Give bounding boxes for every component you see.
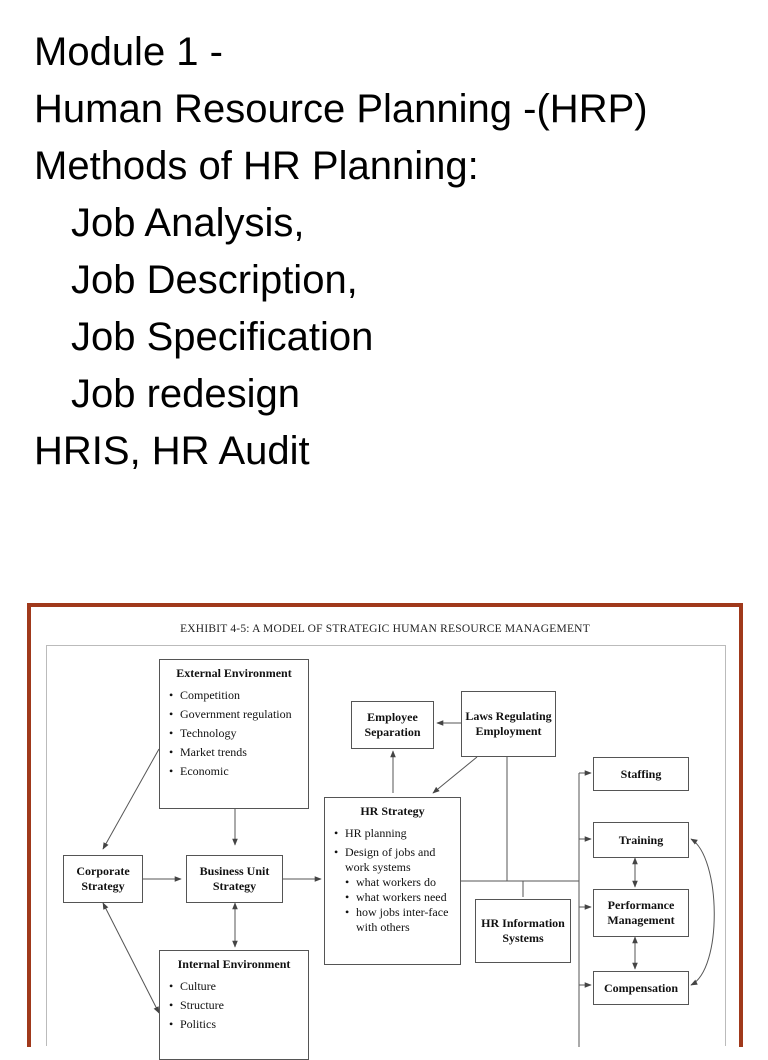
slide-heading <box>34 24 648 480</box>
heading-line-job-specification: Job Specification <box>71 315 374 359</box>
internal-item: • Culture <box>169 979 299 994</box>
external-item: • Market trends <box>169 745 299 760</box>
internal-environment-title: Internal Environment <box>177 957 291 971</box>
external-environment-box <box>159 659 309 809</box>
performance-management-label: Performance Management <box>607 898 675 927</box>
arrow-corporate-internal <box>103 903 159 1013</box>
heading-line-job-description: Job Description, <box>71 258 358 302</box>
hr-strategy-subitem: • what workers do <box>334 875 451 890</box>
corporate-strategy-box <box>63 855 143 903</box>
laws-regulating-employment-box <box>461 691 556 757</box>
external-environment-title: External Environment <box>176 666 292 680</box>
external-item: • Government regulation <box>169 707 299 722</box>
business-unit-strategy-label: Business Unit Strategy <box>199 864 270 893</box>
heading-line-methods: Methods of HR Planning: <box>34 144 479 188</box>
arrow-training-compensation-curve <box>691 839 714 985</box>
performance-management-box <box>593 889 689 937</box>
exhibit-frame <box>27 603 743 1047</box>
hr-information-systems-label: HR Information Systems <box>481 916 565 945</box>
corporate-strategy-label: Corporate Strategy <box>76 864 130 893</box>
arrow-laws-to-hrstrategy <box>433 757 477 793</box>
training-label: Training <box>618 832 664 847</box>
heading-line-module: Module 1 - <box>34 30 223 74</box>
external-item: • Competition <box>169 688 299 703</box>
internal-item: • Structure <box>169 998 299 1013</box>
internal-environment-box <box>159 950 309 1060</box>
heading-line-hrp: Human Resource Planning -(HRP) <box>34 87 648 131</box>
hr-strategy-item: • Design of jobs and work systems <box>334 845 451 875</box>
hr-strategy-item: • HR planning <box>334 826 451 841</box>
hr-strategy-subitem: • how jobs inter-face with others <box>334 905 451 935</box>
external-item: • Economic <box>169 764 299 779</box>
heading-line-job-analysis: Job Analysis, <box>71 201 305 245</box>
hr-information-systems-box <box>475 899 571 963</box>
hr-strategy-subitem: • what workers need <box>334 890 451 905</box>
employee-separation-label: Employee Separation <box>364 710 421 739</box>
heading-line-hris: HRIS, HR Audit <box>34 429 310 473</box>
staffing-label: Staffing <box>620 766 662 781</box>
internal-item: • Politics <box>169 1017 299 1032</box>
hr-strategy-box <box>324 797 461 965</box>
business-unit-strategy-box <box>186 855 283 903</box>
heading-line-job-redesign: Job redesign <box>71 372 301 416</box>
employee-separation-box <box>351 701 434 749</box>
arrow-external-to-corporate <box>103 749 159 849</box>
exhibit-title: EXHIBIT 4-5: A MODEL OF STRATEGIC HUMAN RESOURCE MANAGEMENT <box>180 623 590 635</box>
external-item: • Technology <box>169 726 299 741</box>
staffing-box <box>593 757 689 791</box>
compensation-label: Compensation <box>603 980 678 995</box>
training-box <box>593 822 689 858</box>
hr-strategy-title: HR Strategy <box>360 804 425 818</box>
compensation-box <box>593 971 689 1005</box>
laws-label: Laws Regulating Employment <box>465 709 552 738</box>
